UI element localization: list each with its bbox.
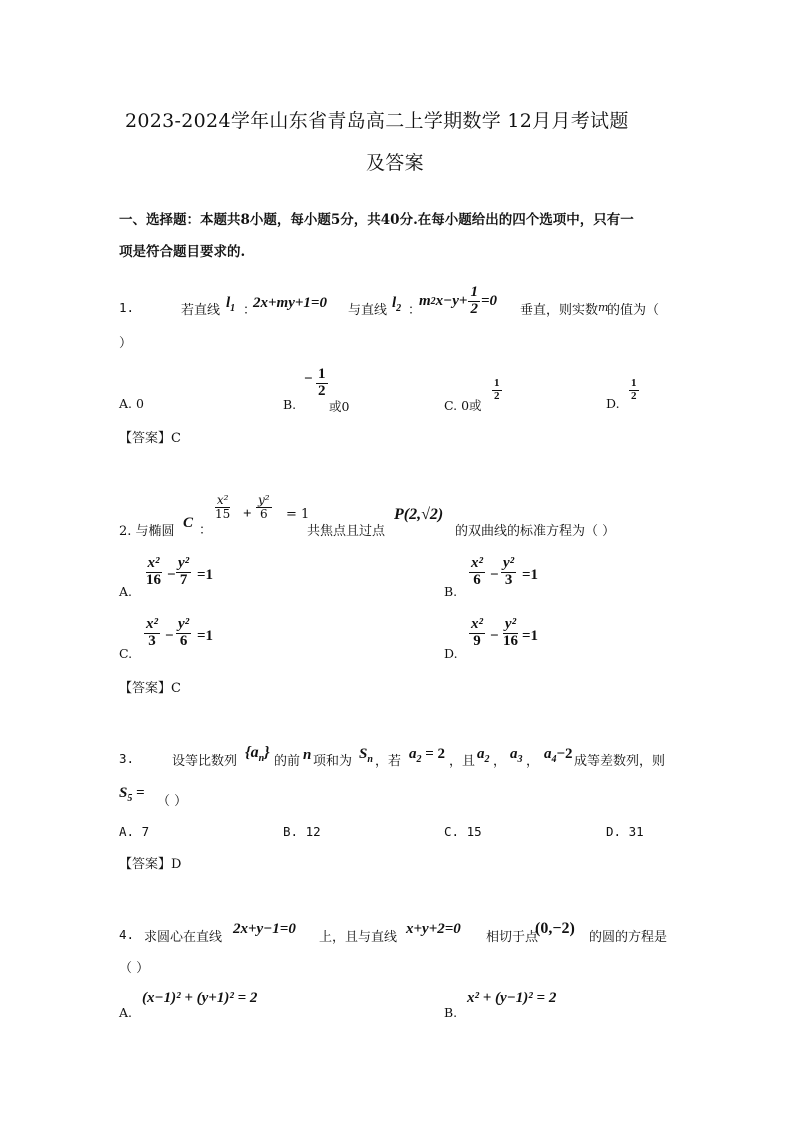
b2-sub: 2 [484,754,490,765]
l2-symbol: l [392,295,397,311]
frac-den: 2 [494,389,500,402]
fraction [144,617,160,650]
question-number: 1. [119,300,135,315]
equals-one: = 1 [286,507,310,522]
option-label: A. [119,584,133,599]
question-number: 4. [119,927,135,942]
a2-equals [409,746,445,765]
section-heading-line2: 项是符合题目要求的. [119,244,246,260]
option-text: C. 0或 [444,398,482,413]
l2-subscript: 2 [396,303,402,314]
question-text: 项和为 [313,754,353,769]
seq-sub: n [258,753,265,765]
option-a: A. 0 [119,396,144,411]
question-text: 2. 与椭圆 [119,524,175,539]
frac-num: 1 [318,366,326,382]
l1-subscript: 1 [230,303,236,314]
frac-den: 2 [318,382,326,399]
a2-eq: = 2 [425,746,446,762]
b3-a: a [510,746,518,762]
variable-m: m [598,301,609,314]
frac-num: y² [258,493,270,507]
equation-1: 2x+my+1=0 [253,295,327,311]
question-text: 的圆的方程是 [589,930,668,945]
close-paren: ） [119,336,133,351]
option-label: D. [606,396,620,411]
colon: ： [408,303,422,318]
frac-num: x² [146,616,158,632]
question-text: 求圆心在直线 [144,930,223,945]
option-label: B. [444,1005,458,1020]
fraction [501,617,520,650]
seq-a: {a [245,744,259,761]
option-c [119,617,239,659]
option-d [444,617,564,659]
a2-sub: 2 [416,754,422,765]
question-4 [119,917,689,947]
frac-num: y² [504,616,517,632]
line-equation-2: x+y+2=0 [406,921,461,937]
frac-num: 1 [631,377,637,389]
term-a2 [477,746,490,765]
frac-num: y² [503,555,515,571]
page-title: 2023-2024学年山东省青岛高二上学期数学 12月月考试题 [125,110,629,132]
question-text: 上，且与直线 [319,930,398,945]
answer-1: 【答案】C [119,431,181,446]
fraction-half [468,285,480,318]
question-3-line2 [119,781,239,807]
sum-sn [359,746,373,765]
comma: ， [526,754,540,769]
term-a4-minus-2 [544,746,573,765]
fraction-half [492,378,502,402]
point-p: P(2,√2) [394,506,444,523]
question-2 [119,492,679,540]
frac-den: 9 [473,632,481,649]
tangent-point: (0,−2) [535,920,575,937]
equals-one: =1 [197,628,214,644]
seq-end: } [264,744,270,761]
frac-den: 6 [179,632,188,649]
frac-den: 2 [631,389,637,402]
frac-num: x² [471,555,483,571]
option-b: B. 12 [283,824,321,839]
a2-a: a [409,746,417,762]
l1-symbol: l [226,295,231,311]
question-text: ，若 [375,754,402,769]
option-label: A. [119,1005,133,1020]
question-number: 3. [119,751,135,766]
frac-den: 6 [259,506,268,521]
sum-s5 [119,785,145,804]
eq2-mid: x−y+ [435,292,468,309]
b4-tail: −2 [556,746,573,762]
option-a [119,988,319,1018]
minus-sign: − [490,628,499,644]
question-text: ，且 [449,754,476,769]
frac-den: 3 [148,632,156,649]
frac-den: 2 [470,300,478,317]
equals-one: =1 [522,567,539,583]
option-c: C. 15 [444,824,482,839]
option-label: C. [119,646,133,661]
sequence-an [245,744,270,764]
colon: ： [199,523,213,538]
option-label: D. [444,646,458,661]
option-label: B. [444,584,458,599]
minus-sign: − [304,371,313,387]
fraction [176,556,191,589]
comma: ， [493,754,507,769]
fraction [469,617,485,650]
option-a [119,555,239,599]
fraction [501,556,516,589]
question-text: 的值为（ [607,303,660,318]
option-b [283,367,383,413]
frac-num: 1 [494,377,500,389]
frac-den: 7 [179,571,188,588]
question-text: 相切于点 [486,930,539,945]
fraction-x2-15 [213,494,232,520]
term-a3 [510,746,523,765]
question-text: 与直线 [348,303,388,318]
frac-den: 16 [503,632,518,649]
minus-sign: − [167,567,176,583]
option-tail: 或0 [329,399,350,414]
fraction-half [629,378,639,402]
frac-num: x² [471,616,483,632]
sn-s: S [359,746,368,762]
answer-2: 【答案】C [119,681,181,696]
question-text: 的双曲线的标准方程为（ ） [455,524,616,539]
question-text: 的前 [274,754,301,769]
question-text: 设等比数列 [172,754,238,769]
line-l2 [392,295,401,314]
frac-den: 6 [473,571,481,588]
option-c [444,378,524,414]
option-b [444,988,644,1018]
frac-den: 3 [504,571,513,588]
fraction [469,556,485,589]
answer-paren: （ ） [119,961,150,976]
b2-a: a [477,746,485,762]
fraction [144,556,163,589]
fraction-y2-6 [256,494,272,520]
question-text: 若直线 [181,303,221,318]
circle-equation: (x−1)² + (y+1)² = 2 [142,990,258,1006]
equation-2 [419,285,497,318]
page-title-line2: 及答案 [366,152,424,174]
answer-paren: （ ） [157,794,188,809]
minus-sign: − [490,567,499,583]
variable-n: n [303,747,312,763]
option-b [444,555,564,599]
s5-eq: = [136,785,145,801]
option-a: A. 7 [119,824,150,839]
question-3 [119,740,689,770]
question-text: 成等差数列，则 [574,754,666,769]
fraction [176,617,191,650]
sn-sub: n [367,754,373,765]
answer-3: 【答案】D [119,857,182,872]
circle-equation: x² + (y−1)² = 2 [467,990,557,1006]
b4-a: a [544,746,552,762]
minus-sign: − [165,628,174,644]
section-heading: 一、选择题：本题共8小题，每小题5分，共40分.在每小题给出的四个选项中，只有一 [119,212,634,228]
option-label: B. [283,397,297,412]
b3-sub: 3 [517,754,523,765]
option-d: D. 31 [606,824,644,839]
frac-num: 1 [470,284,478,300]
frac-num: x² [147,555,160,571]
question-text: 垂直，则实数 [520,303,599,318]
frac-den: 16 [146,571,161,588]
ellipse-c: C [183,515,194,531]
equals-one: =1 [522,628,539,644]
frac-num: y² [178,616,190,632]
colon: ： [243,303,257,318]
fraction-half [316,367,328,400]
eq2-m: m [419,292,431,309]
frac-num: y² [178,555,190,571]
b4-sub: 4 [551,754,557,765]
question-1 [119,285,689,317]
question-text: 共焦点且过点 [307,524,386,539]
frac-den: 15 [215,506,231,521]
s5-sub: 5 [127,793,133,804]
eq2-end: =0 [480,292,498,309]
line-equation-1: 2x+y−1=0 [233,921,296,937]
equals-one: =1 [197,567,214,583]
option-d [606,378,656,414]
line-l1 [226,295,235,314]
plus-sign: + [243,506,252,522]
eq2-sup: 2 [430,295,436,307]
s5-s: S [119,785,128,801]
frac-num: x² [216,493,229,507]
